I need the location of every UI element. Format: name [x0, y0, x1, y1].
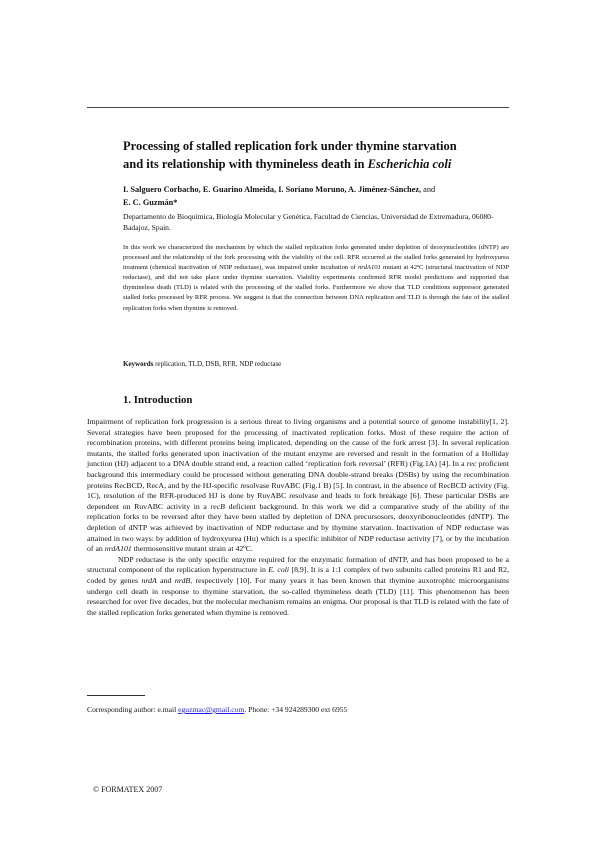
abstract-part-2: mutant at 42ºC (structural inactivation of NDP reductase), and did not take place under thymine starvation. Viability experiments confirmed RFR model predictions and supported that thymineless death (TLD) is related with the processing of the stalled forks. Furthermore we show that TLD conditions suppressor generated stalled forks processed by RFR process. We suggest is that the connection between DNA replication and TLD is through the fate of the stalled replication forks when thymine is removed. [123, 264, 509, 312]
paper-title [123, 137, 513, 173]
footnote-prefix: Corresponding author: e.mail [87, 705, 179, 714]
authors-conjunction: and [423, 185, 436, 194]
corresponding-author: E. C. Guzmán* [123, 198, 178, 207]
intro-p2-a: NDP reductase is the only specific enzyme required for the enzymatic formation of dNTP, and has been proposed to be a structural component of the replication hyperstructure in [87, 554, 509, 575]
authors-main: I. Salguero Corbacho, E. Guarino Almeida, I. Soriano Moruno, A. Jiménez-Sánchez, [123, 185, 422, 194]
intro-p2-d: , respectively [10]. For many years it has been known that thymine auxotrophic microorganisms undergo cell death in response to thymine starvation, the so-called thymineless death (TLD) [11]. This phenomenon has been researched for over five decades, but the molecular mechanism remains an enigma. Our proposal is that TLD is related with the fate of the stalled replication forks generated when thymine is removed. [87, 575, 510, 617]
keywords [123, 359, 509, 369]
introduction-body [87, 417, 509, 618]
copyright: © FORMATEX 2007 [93, 785, 163, 794]
intro-p1-recb: recB [210, 501, 225, 511]
intro-p2-b: [8,9]. It is a 1:1 complex of two subunits called proteins R1 and R2, coded by genes [87, 565, 509, 585]
intro-p1-d: thermosensitive mutant strain at 42ºC. [131, 544, 253, 554]
email-link[interactable]: eguzmac@gmail.com [178, 705, 245, 714]
abstract [123, 243, 509, 314]
footnote-suffix: . Phone: +34 924289300 ext 6955 [244, 705, 348, 714]
intro-paragraph-2 [87, 555, 509, 619]
intro-p1-b: proficient background this intermediary could be processed without generating DNA double-strand breaks (DSBs) by using the recombination proteins RecBCD, RecA, and by the HJ-specific resolvase RuvABC (Fig.1 B) [5]. In contrast, in the absence of RecBCD activity (Fig. 1C), resolution of the RFR-produced HJ is done by RuvABC resolvase and leads to fork breakage [6]. These particular DSBs are dependent on RuvABC activity in a [87, 459, 509, 511]
section-heading-introduction: 1. Introduction [123, 394, 193, 406]
intro-paragraph-1 [87, 417, 509, 555]
keywords-text: replication, TLD, DSB, RFR, NDP reductase [153, 360, 282, 368]
header-rule [87, 107, 509, 108]
intro-p2-c: and [156, 575, 175, 585]
title-line-1: Processing of stalled replication fork under thymine starvation [123, 139, 457, 153]
intro-p1-c: deficient background. In this work we did a comparative study of the ability of the replication forks to be reversed after they have been stalled by depletion of DNA precursosors, deoxyribonucleotides (dNTP). The depletion of dNTP was achieved by inactivation of NDP reductase and by thymine starvation. Inactivation of NDP reductase was attained in two ways: by addition of hydroxyurea (Hu) which is a specific inhibitor of NDP reductase activity [7], or by the incubation of an [87, 501, 509, 554]
title-species: Escherichia coli [367, 157, 452, 171]
abstract-gene: nrdA101 [358, 264, 381, 272]
keywords-label: Keywords [123, 360, 154, 368]
intro-p2-nrdb: nrdB [174, 575, 191, 585]
title-line-2-prefix: and its relationship with thymineless death in [123, 157, 368, 171]
affiliation: Departamento de Bioquímica, Biología Molecular y Genética, Facultad de Ciencias, Universidad de Extremadura, 06080-Badajoz, Spain. [123, 212, 494, 232]
author-list [123, 183, 523, 209]
footnote-rule [87, 695, 145, 696]
intro-p2-species: E. coli [268, 565, 290, 575]
abstract-text [123, 243, 509, 314]
footnote [87, 705, 509, 714]
intro-p1-a: Impairment of replication fork progression is a serious threat to living organisms and a potential source of genome instability[1, 2]. Several strategies have been proposed for the processing of inactivated replication forks. Most of these require the action of recombination proteins, with different proteins being implicated, depending on the cause of the fork arrest [3]. In several replication mutants, the stalled forks generated upon inactivation of the mutant enzyme are reversed and result in the formation of a Holliday junction (HJ) adjacent to a DNA double strand end, a reaction called ‘replication fork reversal’ (RFR) (Fig.1A) [4]. In a [87, 417, 509, 469]
intro-p2-nrda: nrdA [141, 575, 157, 585]
intro-p1-gene: nrdA101 [104, 544, 132, 554]
intro-p1-rec: rec [466, 459, 477, 469]
abstract-part-1: In this work we characterized the mechanism by which the stalled replication forks generated under depletion of deoxynucleotides (dNTP) are processed and the relationship of the fork processing with the viability of the cell. RFR occurred at the stalled forks generated by hydroxyurea treatment (chemical inactivation of NDP reductase), was impaired under incubation of [123, 244, 509, 272]
